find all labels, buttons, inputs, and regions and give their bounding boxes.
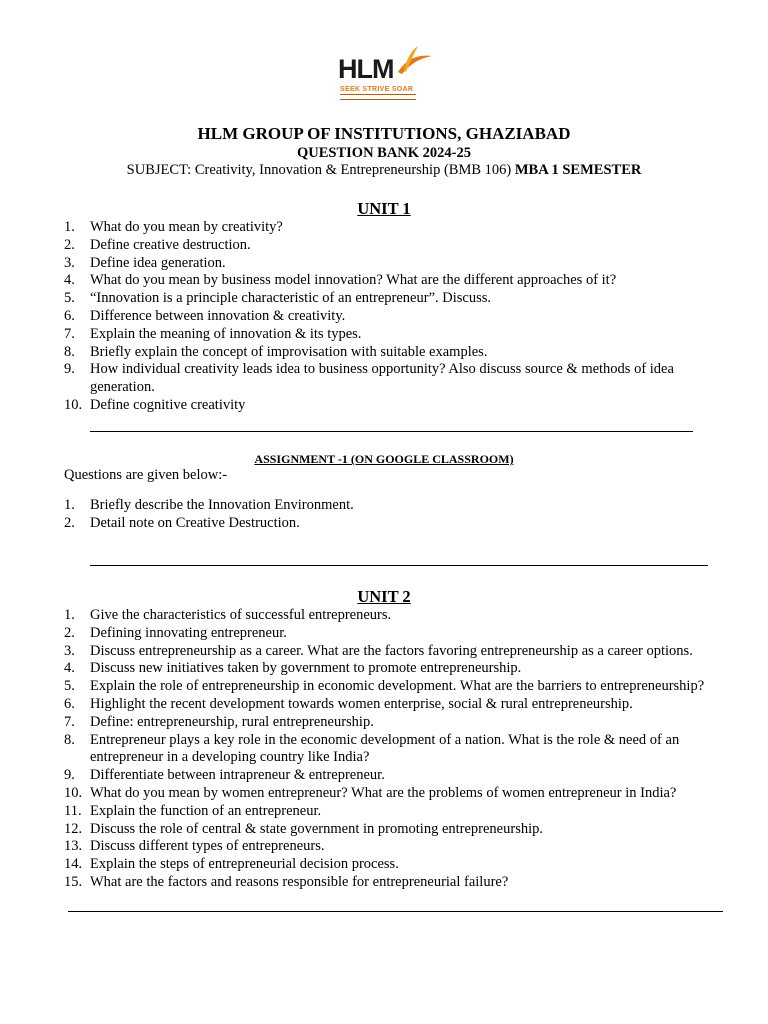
question-text: Detail note on Creative Destruction. [90, 514, 300, 531]
question-text: Differentiate between intrapreneur & entrepreneur. [90, 767, 385, 784]
question-item [64, 643, 724, 661]
question-item [64, 272, 714, 290]
question-item [64, 767, 724, 785]
question-text: Defining innovating entrepreneur. [90, 624, 287, 641]
question-number: 4. [64, 272, 75, 289]
page-bottom-rule [68, 911, 723, 912]
question-number: 13. [64, 838, 83, 855]
question-text: Explain the role of entrepreneurship in economic development. What are the barriers to entrepreneurship? [90, 678, 705, 695]
question-item [64, 219, 714, 237]
unit2-heading: UNIT 2 [357, 587, 411, 606]
institution-logo [336, 46, 436, 106]
section-divider [90, 565, 708, 566]
question-text: Explain the function of an entrepreneur. [90, 802, 322, 819]
question-text: Define creative destruction. [90, 236, 251, 253]
question-number: 4. [64, 660, 75, 677]
question-number: 7. [64, 713, 75, 730]
logo-underline [340, 94, 416, 100]
question-text: What do you mean by creativity? [90, 219, 283, 235]
question-text: Define cognitive creativity [90, 396, 246, 413]
question-text: How individual creativity leads idea to business opportunity? Also discuss source & methods of idea generation. [90, 361, 674, 396]
question-number: 15. [64, 873, 83, 890]
question-text: What do you mean by women entrepreneur? What are the problems of women entrepreneur in India? [90, 784, 677, 801]
question-text: Entrepreneur plays a key role in the economic development of a nation. What is the role & need of an entrepreneur in a developing country like India? [90, 731, 680, 766]
question-item [64, 660, 724, 678]
question-number: 5. [64, 290, 75, 307]
question-number: 2. [64, 236, 75, 253]
question-item [64, 678, 724, 696]
question-text: Difference between innovation & creativity. [90, 307, 346, 324]
question-item [64, 361, 714, 397]
assignment-heading: ASSIGNMENT -1 (ON GOOGLE CLASSROOM) [254, 452, 514, 466]
question-text: Give the characteristics of successful entrepreneurs. [90, 607, 392, 623]
question-item [64, 397, 714, 415]
question-item [64, 497, 714, 515]
question-number: 1. [64, 607, 75, 623]
question-number: 9. [64, 767, 75, 784]
logo-tagline: SEEK STRIVE SOAR [340, 86, 414, 93]
question-text: Discuss entrepreneurship as a career. What are the factors favoring entrepreneurship as a career options. [90, 642, 693, 659]
question-text: Define: entrepreneurship, rural entrepreneurship. [90, 713, 374, 730]
question-number: 2. [64, 624, 75, 641]
question-number: 14. [64, 856, 83, 873]
question-bank-title: QUESTION BANK 2024-25 [296, 145, 472, 161]
question-number: 10. [64, 784, 83, 801]
question-text: Discuss the role of central & state government in promoting entrepreneurship. [90, 820, 543, 837]
question-number: 8. [64, 731, 75, 748]
question-item [64, 696, 724, 714]
unit1-heading: UNIT 1 [357, 199, 411, 218]
question-number: 1. [64, 219, 75, 235]
question-number: 5. [64, 678, 75, 695]
question-text: Discuss different types of entrepreneurs. [90, 838, 325, 855]
question-number: 12. [64, 820, 83, 837]
assignment-question-list [64, 497, 714, 533]
question-item [64, 856, 724, 874]
question-number: 6. [64, 307, 75, 324]
question-item [64, 290, 714, 308]
subject-line [0, 162, 768, 179]
question-item [64, 874, 724, 892]
section-divider [90, 431, 693, 432]
semester-label: MBA 1 SEMESTER [514, 162, 642, 178]
subject-text: SUBJECT: Creativity, Innovation & Entrepreneurship (BMB 106) [126, 162, 512, 178]
question-text: Define idea generation. [90, 254, 226, 271]
question-text: “Innovation is a principle characteristic of an entrepreneur”. Discuss. [90, 290, 492, 307]
question-item [64, 326, 714, 344]
question-number: 6. [64, 695, 75, 712]
question-item [64, 838, 724, 856]
question-number: 9. [64, 361, 75, 378]
question-number: 7. [64, 325, 75, 342]
question-text: Briefly describe the Innovation Environment. [90, 497, 354, 513]
question-number: 1. [64, 497, 75, 513]
question-item [64, 821, 724, 839]
question-text: Explain the meaning of innovation & its types. [90, 325, 362, 342]
question-item [64, 607, 724, 625]
question-number: 11. [64, 802, 82, 819]
question-text: Briefly explain the concept of improvisation with suitable examples. [90, 343, 488, 360]
question-text: Highlight the recent development towards women enterprise, social & rural entrepreneurship. [90, 695, 633, 712]
logo-wordmark: HLM [338, 54, 394, 84]
question-item [64, 732, 724, 768]
question-number: 2. [64, 514, 75, 531]
question-number: 8. [64, 343, 75, 360]
question-text: Discuss new initiatives taken by government to promote entrepreneurship. [90, 660, 522, 677]
question-item [64, 714, 724, 732]
institution-title: HLM GROUP OF INSTITUTIONS, GHAZIABAD [197, 124, 571, 143]
question-item [64, 237, 714, 255]
question-text: What are the factors and reasons responsible for entrepreneurial failure? [90, 873, 509, 890]
question-item [64, 625, 724, 643]
swoosh-icon [396, 46, 434, 76]
question-item [64, 785, 724, 803]
question-item [64, 803, 724, 821]
unit1-question-list [64, 219, 714, 415]
question-item [64, 344, 714, 362]
question-number: 3. [64, 254, 75, 271]
question-text: Explain the steps of entrepreneurial decision process. [90, 856, 399, 873]
question-item [64, 308, 714, 326]
question-item [64, 515, 714, 533]
question-number: 3. [64, 642, 75, 659]
assignment-intro: Questions are given below:- [64, 467, 228, 483]
question-number: 10. [64, 396, 83, 413]
question-text: What do you mean by business model innovation? What are the different approaches of it? [90, 272, 617, 289]
question-item [64, 255, 714, 273]
unit2-question-list [64, 607, 724, 892]
